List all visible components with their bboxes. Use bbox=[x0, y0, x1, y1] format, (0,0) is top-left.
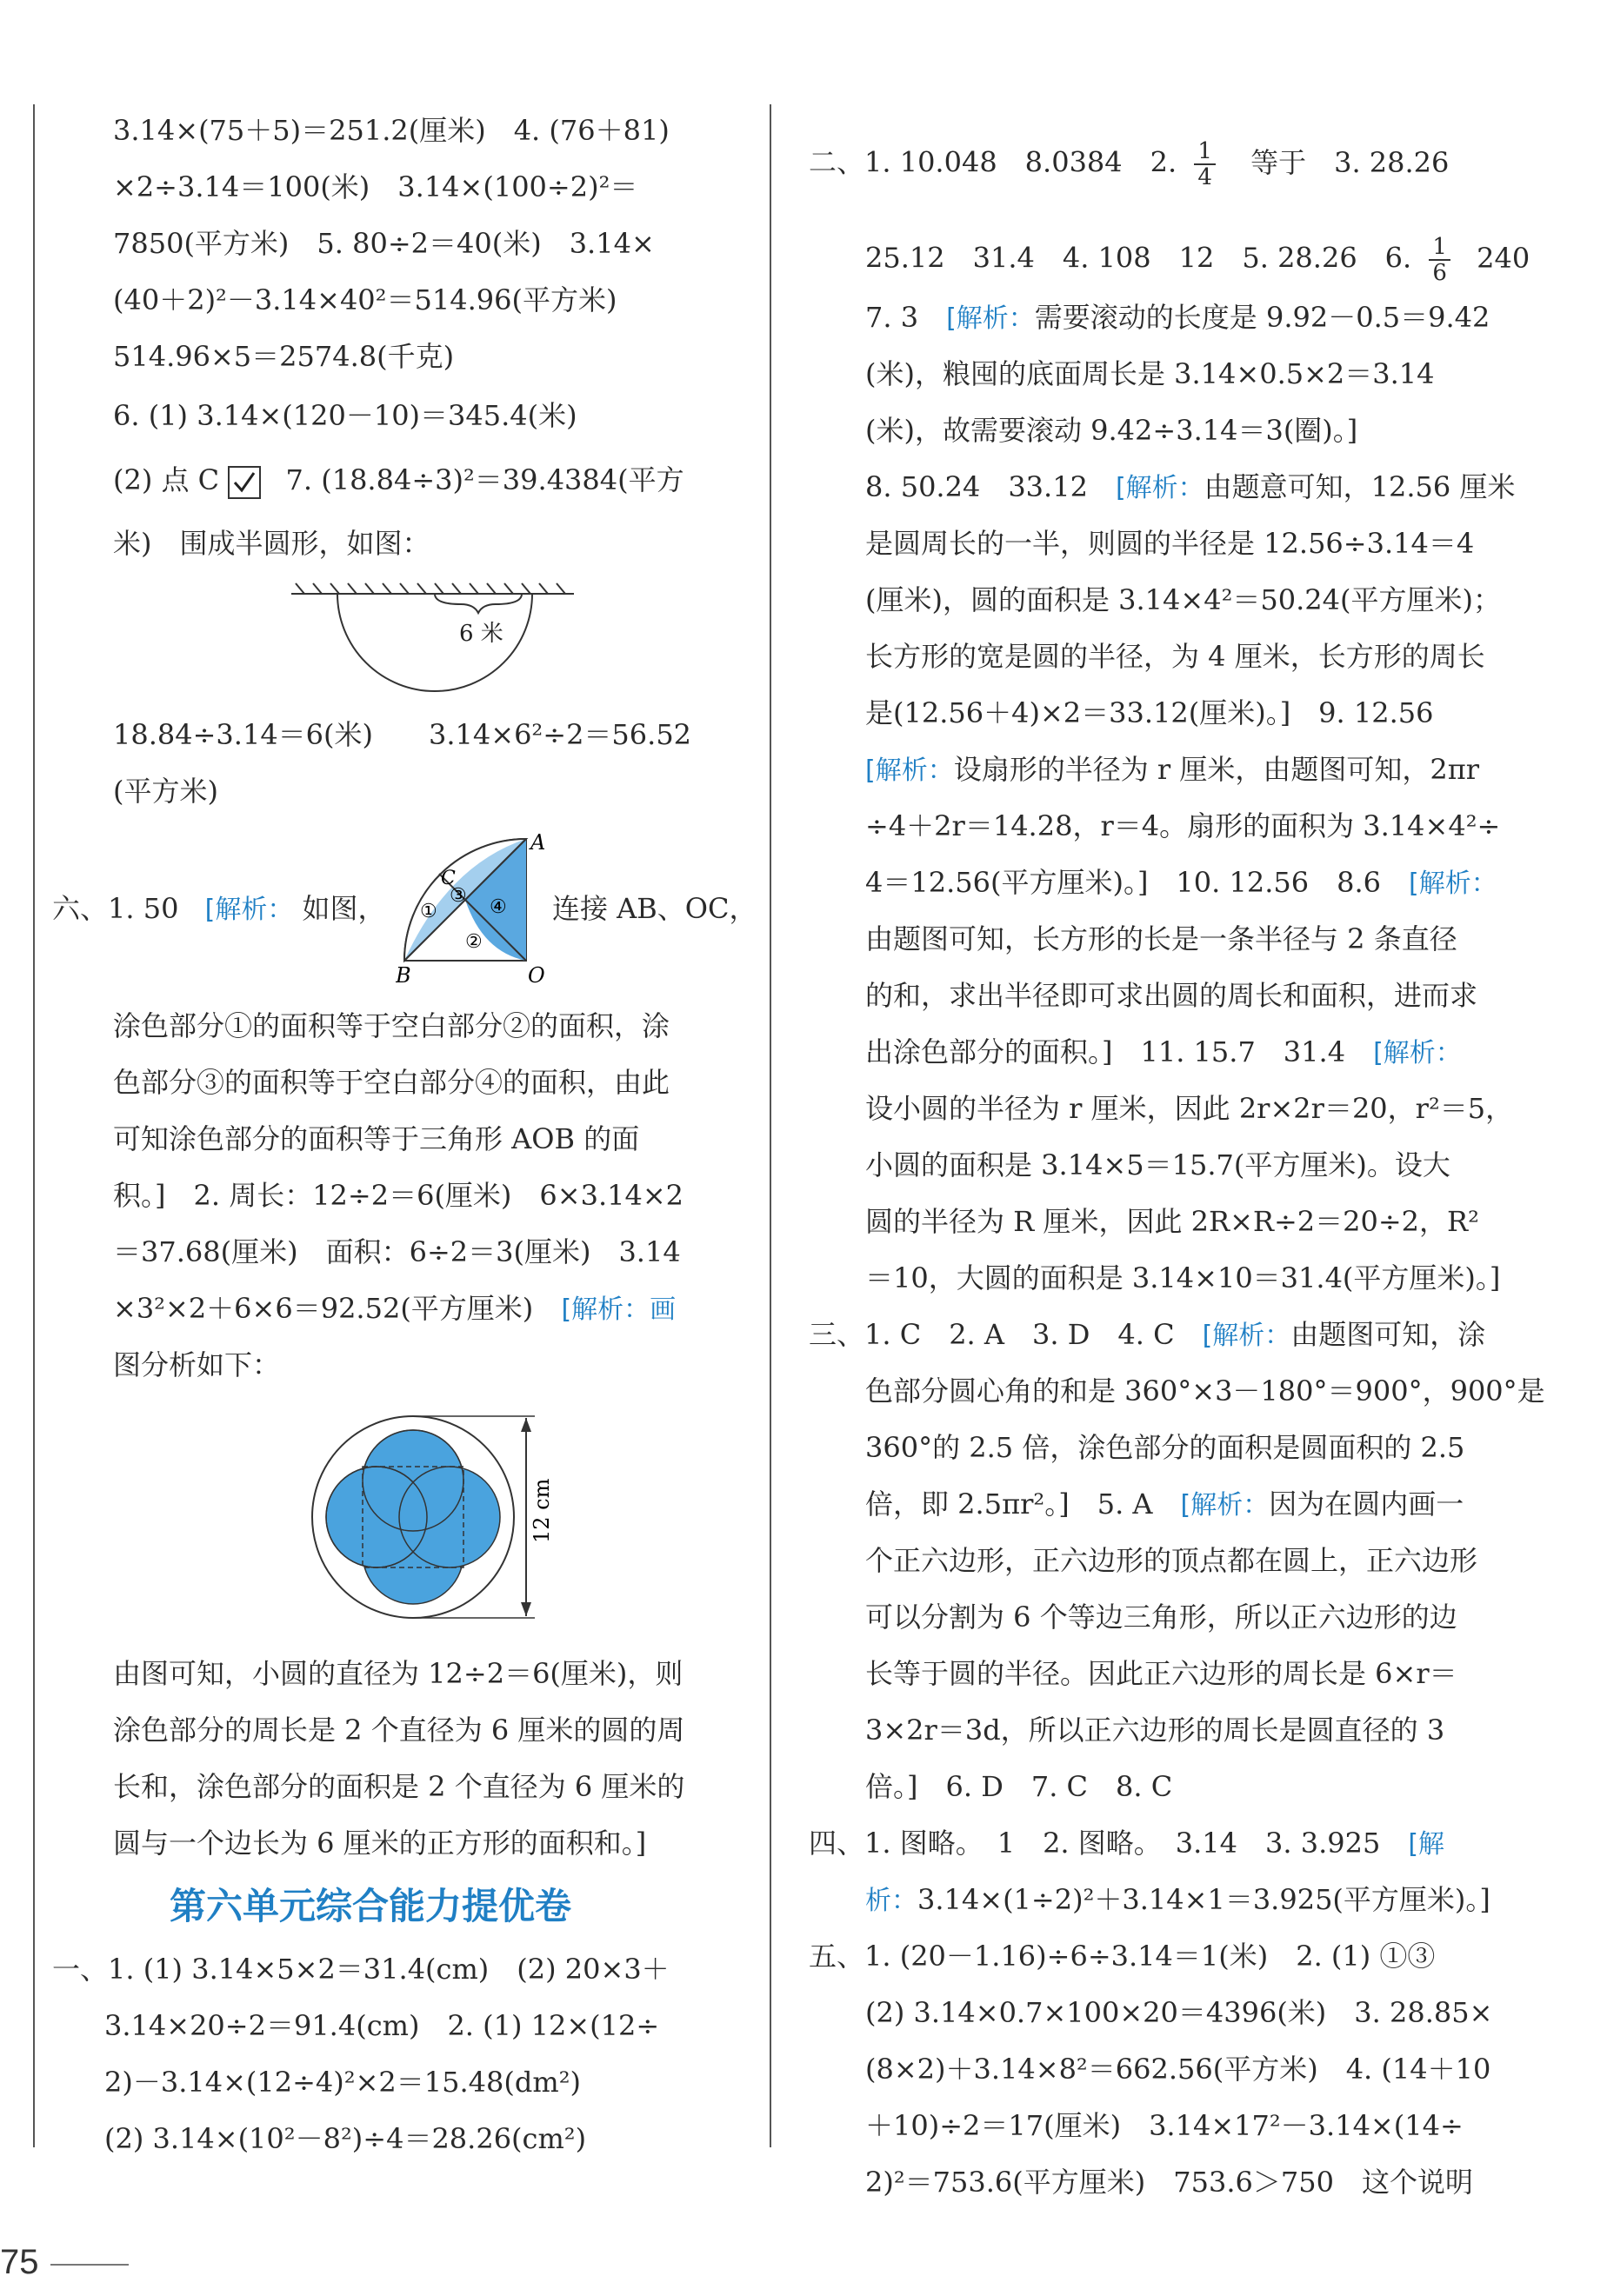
right-line-4-jx: [解析： bbox=[1115, 473, 1204, 503]
frac1-den: 4 bbox=[1197, 164, 1212, 190]
right-line-9-post: 设扇形的半径为 r 厘米，由题图可知，2πr bbox=[953, 753, 1480, 786]
six-line-6 bbox=[113, 1291, 676, 1328]
six-text1: 如图， bbox=[302, 892, 386, 925]
column-divider bbox=[770, 104, 771, 2147]
label-3: ③ bbox=[450, 885, 467, 907]
right-line-33 bbox=[865, 2108, 1464, 2145]
left-line-6: 6. (1) 3.14×(120－10)＝345.4(米) bbox=[113, 399, 577, 432]
right-line-9-jx: [解析： bbox=[865, 755, 954, 786]
one-line-4: (2) 3.14×(10²－8²)÷4＝28.26(cm²) bbox=[104, 2122, 587, 2155]
four-circles-figure bbox=[309, 1413, 561, 1630]
six-heading bbox=[52, 891, 386, 928]
right-line-15-pre: 设小圆的半径为 r 厘米，因此 2r×2r＝20，r²＝5， bbox=[865, 1092, 1514, 1125]
right-line-23 bbox=[865, 1543, 1477, 1580]
after-line-2: 涂色部分的周长是 2 个直径为 6 厘米的圆的周 bbox=[113, 1714, 685, 1747]
unit-title: 第六单元综合能力提优卷 bbox=[170, 1885, 572, 1927]
page-number: 75 bbox=[0, 2243, 39, 2281]
left-line-2: ×2÷3.14＝100(米) 3.14×(100÷2)²＝ bbox=[113, 170, 638, 203]
right-line-19-post: 由题图可知，涂 bbox=[1290, 1318, 1486, 1351]
label-C: C bbox=[441, 868, 456, 889]
six-line-2: 色部分③的面积等于空白部分④的面积，由此 bbox=[113, 1066, 670, 1099]
right-line-16 bbox=[865, 1148, 1450, 1184]
two-l1b: 等于 3. 28.26 bbox=[1250, 145, 1450, 179]
right-line-14 bbox=[865, 1035, 1462, 1071]
right-line-12-pre: 由题图可知，长方形的长是一条半径与 2 条直径 bbox=[865, 922, 1457, 955]
right-line-23-pre: 个正六边形，正六边形的顶点都在圆上，正六边形 bbox=[865, 1544, 1478, 1577]
right-line-20 bbox=[865, 1374, 1545, 1410]
after-line-1: 由图可知，小圆的直径为 12÷2＝6(厘米)，则 bbox=[113, 1657, 683, 1690]
fraction-1-6 bbox=[1429, 235, 1450, 285]
right-line-28-pre: 四、1. 图略。 1 2. 图略。 3.14 3. 3.925 bbox=[809, 1827, 1409, 1860]
right-line-2-pre: (米)，粮囤的底面周长是 3.14×0.5×2＝3.14 bbox=[865, 357, 1435, 390]
fraction-1-4 bbox=[1194, 139, 1216, 190]
right-line-7-pre: 长方形的宽是圆的半径，为 4 厘米，长方形的周长 bbox=[865, 640, 1485, 673]
fig1-label: 6 米 bbox=[459, 621, 503, 647]
right-line-22 bbox=[865, 1487, 1464, 1523]
two-line-1 bbox=[809, 139, 1449, 190]
right-line-30 bbox=[809, 1939, 1435, 1975]
right-line-13-pre: 的和，求出半径即可求出圆的周长和面积，进而求 bbox=[865, 979, 1478, 1012]
half-circle-figure bbox=[287, 578, 583, 709]
six-line-6-text: ×3²×2＋6×6＝92.52(平方厘米) bbox=[113, 1292, 534, 1325]
one-line-1: 一、1. (1) 3.14×5×2＝31.4(cm) (2) 20×3＋ bbox=[52, 1953, 670, 1986]
right-line-11-pre: 4＝12.56(平方厘米)。] 10. 12.56 8.6 bbox=[865, 866, 1409, 899]
right-line-10 bbox=[865, 809, 1500, 845]
right-line-21-pre: 360°的 2.5 倍，涂色部分的面积是圆面积的 2.5 bbox=[865, 1431, 1465, 1464]
right-line-18-pre: ＝10，大圆的面积是 3.14×10＝31.4(平方厘米)。] bbox=[865, 1261, 1501, 1294]
left-line-4: (40＋2)²－3.14×40²＝514.96(平方米) bbox=[113, 283, 617, 316]
left-line-7 bbox=[113, 463, 684, 499]
right-line-11-jx: [解析： bbox=[1409, 868, 1497, 899]
right-line-21 bbox=[865, 1430, 1464, 1467]
label-O: O bbox=[528, 963, 545, 987]
right-line-1-jx: [解析： bbox=[946, 303, 1035, 334]
right-line-29-post: 3.14×(1÷2)²＋3.14×1＝3.925(平方厘米)。] bbox=[917, 1883, 1490, 1916]
right-line-32-pre: (8×2)＋3.14×8²＝662.56(平方米) 4. (14＋10 bbox=[865, 2053, 1491, 2086]
right-line-25-pre: 长等于圆的半径。因此正六边形的周长是 6×r＝ bbox=[865, 1657, 1457, 1690]
right-line-34-pre: 2)²＝753.6(平方厘米) 753.6＞750 这个说明 bbox=[865, 2166, 1473, 2199]
right-line-34 bbox=[865, 2165, 1473, 2201]
right-line-29 bbox=[865, 1882, 1490, 1919]
right-line-8-pre: 是(12.56＋4)×2＝33.12(厘米)。] 9. 12.56 bbox=[865, 696, 1434, 729]
right-line-24-pre: 可以分割为 6 个等边三角形，所以正六边形的边 bbox=[865, 1601, 1457, 1634]
check-icon bbox=[228, 466, 261, 499]
right-line-17-pre: 圆的半径为 R 厘米，因此 2R×R÷2＝20÷2，R² bbox=[865, 1205, 1479, 1238]
right-line-11 bbox=[865, 865, 1497, 902]
right-line-14-jx: [解析： bbox=[1373, 1038, 1462, 1068]
six-line-7: 图分析如下： bbox=[113, 1348, 281, 1381]
left-line-9: 18.84÷3.14＝6(米) 3.14×6²÷2＝56.52 bbox=[113, 718, 692, 751]
after-line-4: 圆与一个边长为 6 厘米的正方形的面积和。] bbox=[113, 1827, 647, 1860]
left-line-10: (平方米) bbox=[113, 775, 218, 808]
right-line-6 bbox=[865, 582, 1501, 619]
label-2: ② bbox=[465, 931, 483, 953]
left-margin-rule bbox=[33, 104, 35, 2147]
right-line-18 bbox=[865, 1261, 1500, 1297]
right-line-22-pre: 倍，即 2.5πr²。] 5. A bbox=[865, 1487, 1181, 1521]
frac1-num: 1 bbox=[1194, 139, 1216, 165]
six-jx: [解析： bbox=[204, 895, 294, 925]
right-line-26 bbox=[865, 1713, 1444, 1749]
page-number-rule bbox=[50, 2264, 129, 2266]
right-line-14-pre: 出涂色部分的面积。] 11. 15.7 31.4 bbox=[865, 1035, 1374, 1068]
right-line-3-pre: (米)，故需要滚动 9.42÷3.14＝3(圈)。] bbox=[865, 414, 1358, 447]
right-line-27 bbox=[865, 1769, 1172, 1806]
right-line-29-jx: 析： bbox=[865, 1886, 917, 1916]
one-line-3: 2)－3.14×(12÷4)²×2＝15.48(dm²) bbox=[104, 2066, 582, 2099]
six-text2: 连接 AB、OC， bbox=[552, 892, 757, 925]
right-line-5 bbox=[865, 526, 1474, 562]
right-line-19 bbox=[809, 1317, 1485, 1354]
two-l2b: 240 bbox=[1477, 241, 1530, 275]
right-line-4 bbox=[865, 469, 1515, 506]
right-line-3 bbox=[865, 413, 1357, 449]
right-line-22-jx: [解析： bbox=[1180, 1490, 1270, 1521]
right-line-15 bbox=[865, 1091, 1513, 1128]
right-line-19-pre: 三、1. C 2. A 3. D 4. C bbox=[809, 1318, 1203, 1351]
right-line-1-pre: 7. 3 bbox=[865, 301, 947, 334]
right-line-6-pre: (厘米)，圆的面积是 3.14×4²＝50.24(平方厘米)； bbox=[865, 583, 1501, 616]
right-line-32 bbox=[865, 2052, 1490, 2088]
six-line-3: 可知涂色部分的面积等于三角形 AOB 的面 bbox=[113, 1122, 640, 1155]
right-line-10-pre: ÷4＋2r＝14.28，r＝4。扇形的面积为 3.14×4²÷ bbox=[865, 809, 1501, 842]
six-line-5: ＝37.68(厘米) 面积：6÷2＝3(厘米) 3.14 bbox=[113, 1235, 681, 1268]
right-line-5-pre: 是圆周长的一半，则圆的半径是 12.56÷3.14＝4 bbox=[865, 527, 1475, 560]
right-line-17 bbox=[865, 1204, 1479, 1241]
right-line-25 bbox=[865, 1656, 1457, 1693]
six-line-4: 积。] 2. 周长：12÷2＝6(厘米) 6×3.14×2 bbox=[113, 1179, 684, 1212]
right-line-1-post: 需要滚动的长度是 9.92－0.5＝9.42 bbox=[1034, 301, 1490, 334]
two-l1a: 二、1. 10.048 8.0384 2. bbox=[809, 145, 1177, 179]
right-line-7 bbox=[865, 639, 1485, 675]
left-line-3: 7850(平方米) 5. 80÷2＝40(米) 3.14× bbox=[113, 227, 655, 260]
right-line-28-jx: [解 bbox=[1408, 1829, 1445, 1860]
right-line-30-pre: 五、1. (20－1.16)÷6÷3.14＝1(米) 2. (1) ①③ bbox=[809, 1940, 1436, 1973]
six-head-text: 六、1. 50 bbox=[52, 892, 179, 925]
right-line-2 bbox=[865, 356, 1435, 393]
left-line-5: 514.96×5＝2574.8(千克) bbox=[113, 340, 455, 373]
label-B: B bbox=[396, 963, 411, 987]
right-line-12 bbox=[865, 922, 1457, 958]
left-line-8: 米) 围成半圆形，如图： bbox=[113, 527, 430, 560]
right-line-27-pre: 倍。] 6. D 7. C 8. C bbox=[865, 1770, 1173, 1803]
frac2-num: 1 bbox=[1429, 235, 1450, 261]
right-line-19-jx: [解析： bbox=[1202, 1321, 1291, 1351]
point-c-text: (2) 点 C bbox=[113, 463, 220, 496]
right-line-31 bbox=[865, 1995, 1492, 2032]
six-line-1: 涂色部分①的面积等于空白部分②的面积，涂 bbox=[113, 1009, 670, 1042]
right-line-8 bbox=[865, 695, 1434, 732]
right-line-33-pre: ＋10)÷2＝17(厘米) 3.14×17²－3.14×(14÷ bbox=[865, 2109, 1464, 2142]
label-1: ① bbox=[420, 901, 437, 922]
right-line-31-pre: (2) 3.14×0.7×100×20＝4396(米) 3. 28.85× bbox=[865, 1996, 1493, 2029]
frac2-den: 6 bbox=[1432, 260, 1447, 286]
left-line-1: 3.14×(75＋5)＝251.2(厘米) 4. (76＋81) bbox=[113, 114, 670, 147]
fig3-label: 12 cm bbox=[530, 1478, 554, 1543]
two-line-2 bbox=[865, 235, 1530, 285]
right-line-13 bbox=[865, 978, 1477, 1015]
right-line-16-pre: 小圆的面积是 3.14×5＝15.7(平方厘米)。设大 bbox=[865, 1148, 1450, 1181]
right-line-20-pre: 色部分圆心角的和是 360°×3－180°＝900°，900°是 bbox=[865, 1374, 1545, 1408]
label-A: A bbox=[530, 830, 546, 855]
right-line-22-post: 因为在圆内画一 bbox=[1269, 1487, 1464, 1521]
right-line-1 bbox=[865, 300, 1490, 336]
right-line-9 bbox=[865, 752, 1479, 789]
label-4: ④ bbox=[490, 896, 507, 918]
quarter-circle-figure bbox=[396, 830, 561, 987]
right-line-28 bbox=[809, 1826, 1444, 1862]
right-line-4-post: 由题意可知，12.56 厘米 bbox=[1204, 470, 1516, 503]
after-line-3: 长和，涂色部分的面积是 2 个直径为 6 厘米的 bbox=[113, 1770, 685, 1803]
right-line-24 bbox=[865, 1600, 1457, 1636]
right-line-4-pre: 8. 50.24 33.12 bbox=[865, 470, 1116, 503]
two-l2a: 25.12 31.4 4. 108 12 5. 28.26 6. bbox=[865, 241, 1412, 275]
right-line-26-pre: 3×2r＝3d，所以正六边形的周长是圆直径的 3 bbox=[865, 1714, 1445, 1747]
q7-text: 7. (18.84÷3)²＝39.4384(平方 bbox=[285, 463, 684, 496]
six-jx2: [解析：画 bbox=[561, 1294, 677, 1325]
one-line-2: 3.14×20÷2＝91.4(cm) 2. (1) 12×(12÷ bbox=[104, 2009, 660, 2042]
